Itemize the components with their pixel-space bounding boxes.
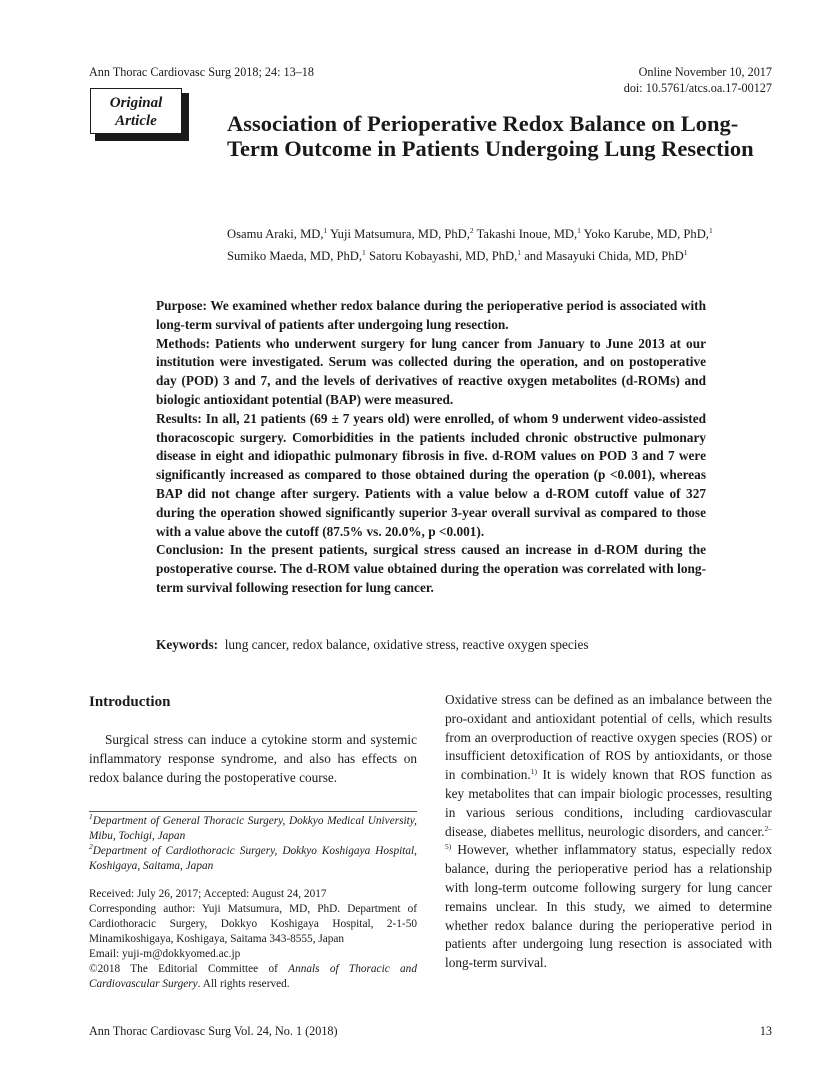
- affiliation-number: 2: [89, 842, 93, 851]
- affiliation-number: 1: [89, 812, 93, 821]
- intro-paragraph-1: Surgical stress can induce a cytokine storm and systemic inflammatory response syndrome, and also has effects on redox balance during the postoperative course.: [89, 732, 417, 785]
- affiliation-text: Department of Cardiothoracic Surgery, Dokkyo Koshigaya Hospital, Koshigaya, Saitama, Japan: [89, 845, 417, 872]
- article-type-badge: [90, 88, 182, 134]
- author: Takashi Inoue, MD,: [476, 227, 578, 241]
- correspondence-info: [89, 887, 417, 992]
- copyright-prefix: ©2018 The Editorial Committee of: [89, 963, 289, 975]
- intro-paragraph-2: [445, 691, 772, 973]
- abstract: [156, 297, 706, 598]
- author: and Masayuki Chida, MD, PhD: [524, 249, 684, 263]
- author-affiliation-mark: 2: [469, 226, 474, 235]
- footnote-divider: [89, 811, 417, 812]
- author-affiliation-mark: 1: [577, 226, 581, 235]
- copyright-journal: Annals of Thoracic and Cardiovascular Surgery: [89, 963, 417, 990]
- author: Yoko Karube, MD, PhD,: [583, 227, 709, 241]
- affiliations: [89, 814, 417, 874]
- email: Email: yuji-m@dokkyomed.ac.jp: [89, 948, 241, 960]
- author-affiliation-mark: 1: [708, 226, 713, 235]
- doi: doi: 10.5761/atcs.oa.17-00127: [623, 81, 772, 95]
- corresponding-author: Corresponding author: Yuji Matsumura, MD, PhD. Department of Cardiothoracic Surgery, Dokkyo Koshigaya Hospital, 2-1-50 Minamikoshigaya, Koshigaya, Saitama 343-8555, Japan: [89, 903, 417, 945]
- intro-p2-part-c: However, whether inflammatory status, especially redox balance, during the perioperative period has a relationship with long-term outcome following surgery for lung cancer remains unclear. In this study, we aimed to determine whether redox balance during the perioperative period in patients after undergoing lung resection is associated with long-term survival.: [445, 842, 772, 971]
- abstract-conclusion: Conclusion: In the present patients, surgical stress caused an increase in d-ROM during the postoperative course. The d-ROM value obtained during the operation was correlated with long-term survival following resection for lung cancer.: [156, 542, 706, 595]
- page-number: 13: [759, 1024, 772, 1038]
- copyright-suffix: . All rights reserved.: [197, 978, 290, 990]
- keywords-label: Keywords:: [156, 637, 219, 652]
- author: Yuji Matsumura, MD, PhD,: [329, 227, 470, 241]
- footer-citation: Ann Thorac Cardiovasc Surg Vol. 24, No. 1 (2018): [89, 1024, 338, 1038]
- abstract-results: Results: In all, 21 patients (69 ± 7 years old) were enrolled, of whom 9 underwent video-assisted thoracoscopic surgery. Comorbidities in the patients included chronic obstructive pulmonary disease in eight and idiopathic pulmonary fibrosis in five. d-ROM values on POD 3 and 7 were significantly increased as compared to those obtained during the operation (p <0.001), whereas BAP did not change after surgery. Patients with a value below a d-ROM cutoff value of 327 during the operation showed significantly superior 3-year overall survival as compared to those with a value above the cutoff (87.5% vs. 20.0%, p <0.001).: [156, 410, 706, 539]
- badge-line-2: Article: [115, 113, 157, 129]
- author-affiliation-mark: 1: [683, 248, 688, 257]
- citation-ref: 1): [530, 767, 537, 777]
- badge-line-1: Original: [109, 95, 163, 111]
- online-date: Online November 10, 2017: [638, 65, 772, 79]
- affiliation: [89, 814, 417, 844]
- copyright: [89, 962, 417, 992]
- author-affiliation-mark: 1: [323, 226, 328, 235]
- received-dates: Received: July 26, 2017; Accepted: August 24, 2017: [89, 888, 327, 900]
- author: Sumiko Maeda, MD, PhD,: [227, 249, 363, 263]
- keywords-text: lung cancer, redox balance, oxidative stress, reactive oxygen species: [224, 637, 589, 652]
- author: Satoru Kobayashi, MD, PhD,: [368, 249, 518, 263]
- keywords: [156, 636, 716, 654]
- article-title: Association of Perioperative Redox Balance on Long-Term Outcome in Patients Undergoing Lung Resection: [227, 111, 754, 161]
- intro-p2-part-a: Oxidative stress can be defined as an imbalance between the pro-oxidant and antioxidant potential of cells, which results from an overproduction of reactive oxygen species (ROS) or insufficient detoxification of ROS by antioxidants, or those in combination.: [445, 692, 772, 783]
- citation-ref: 2–5): [445, 823, 772, 852]
- publication-info: [624, 64, 772, 96]
- author: Osamu Araki, MD,: [227, 227, 324, 241]
- author-affiliation-mark: 1: [517, 248, 522, 257]
- intro-p2-part-b: It is widely known that ROS function as key metabolites that can impair biologic processes, resulting in various serious conditions, including cardiovascular disease, diabetes mellitus, neurologic disorders, and cancer.: [445, 767, 772, 839]
- affiliation-text: Department of General Thoracic Surgery, Dokkyo Medical University, Mibu, Tochigi, Japan: [89, 815, 417, 842]
- author-list: [227, 223, 787, 267]
- journal-citation: Ann Thorac Cardiovasc Surg 2018; 24: 13–18: [89, 65, 314, 79]
- abstract-purpose: Purpose: We examined whether redox balance during the perioperative period is associated with long-term survival of patients after undergoing lung resection.: [156, 298, 706, 332]
- abstract-methods: Methods: Patients who underwent surgery for lung cancer from January to June 2013 at our institution were investigated. Serum was collected during the operation, and on postoperative day (POD) 3 and 7, and the levels of derivatives of reactive oxygen metabolites (d-ROMs) and biologic antioxidant potential (BAP) were measured.: [156, 335, 706, 407]
- affiliation: [89, 844, 417, 874]
- author-affiliation-mark: 1: [362, 248, 366, 257]
- section-heading-introduction: Introduction: [89, 694, 171, 710]
